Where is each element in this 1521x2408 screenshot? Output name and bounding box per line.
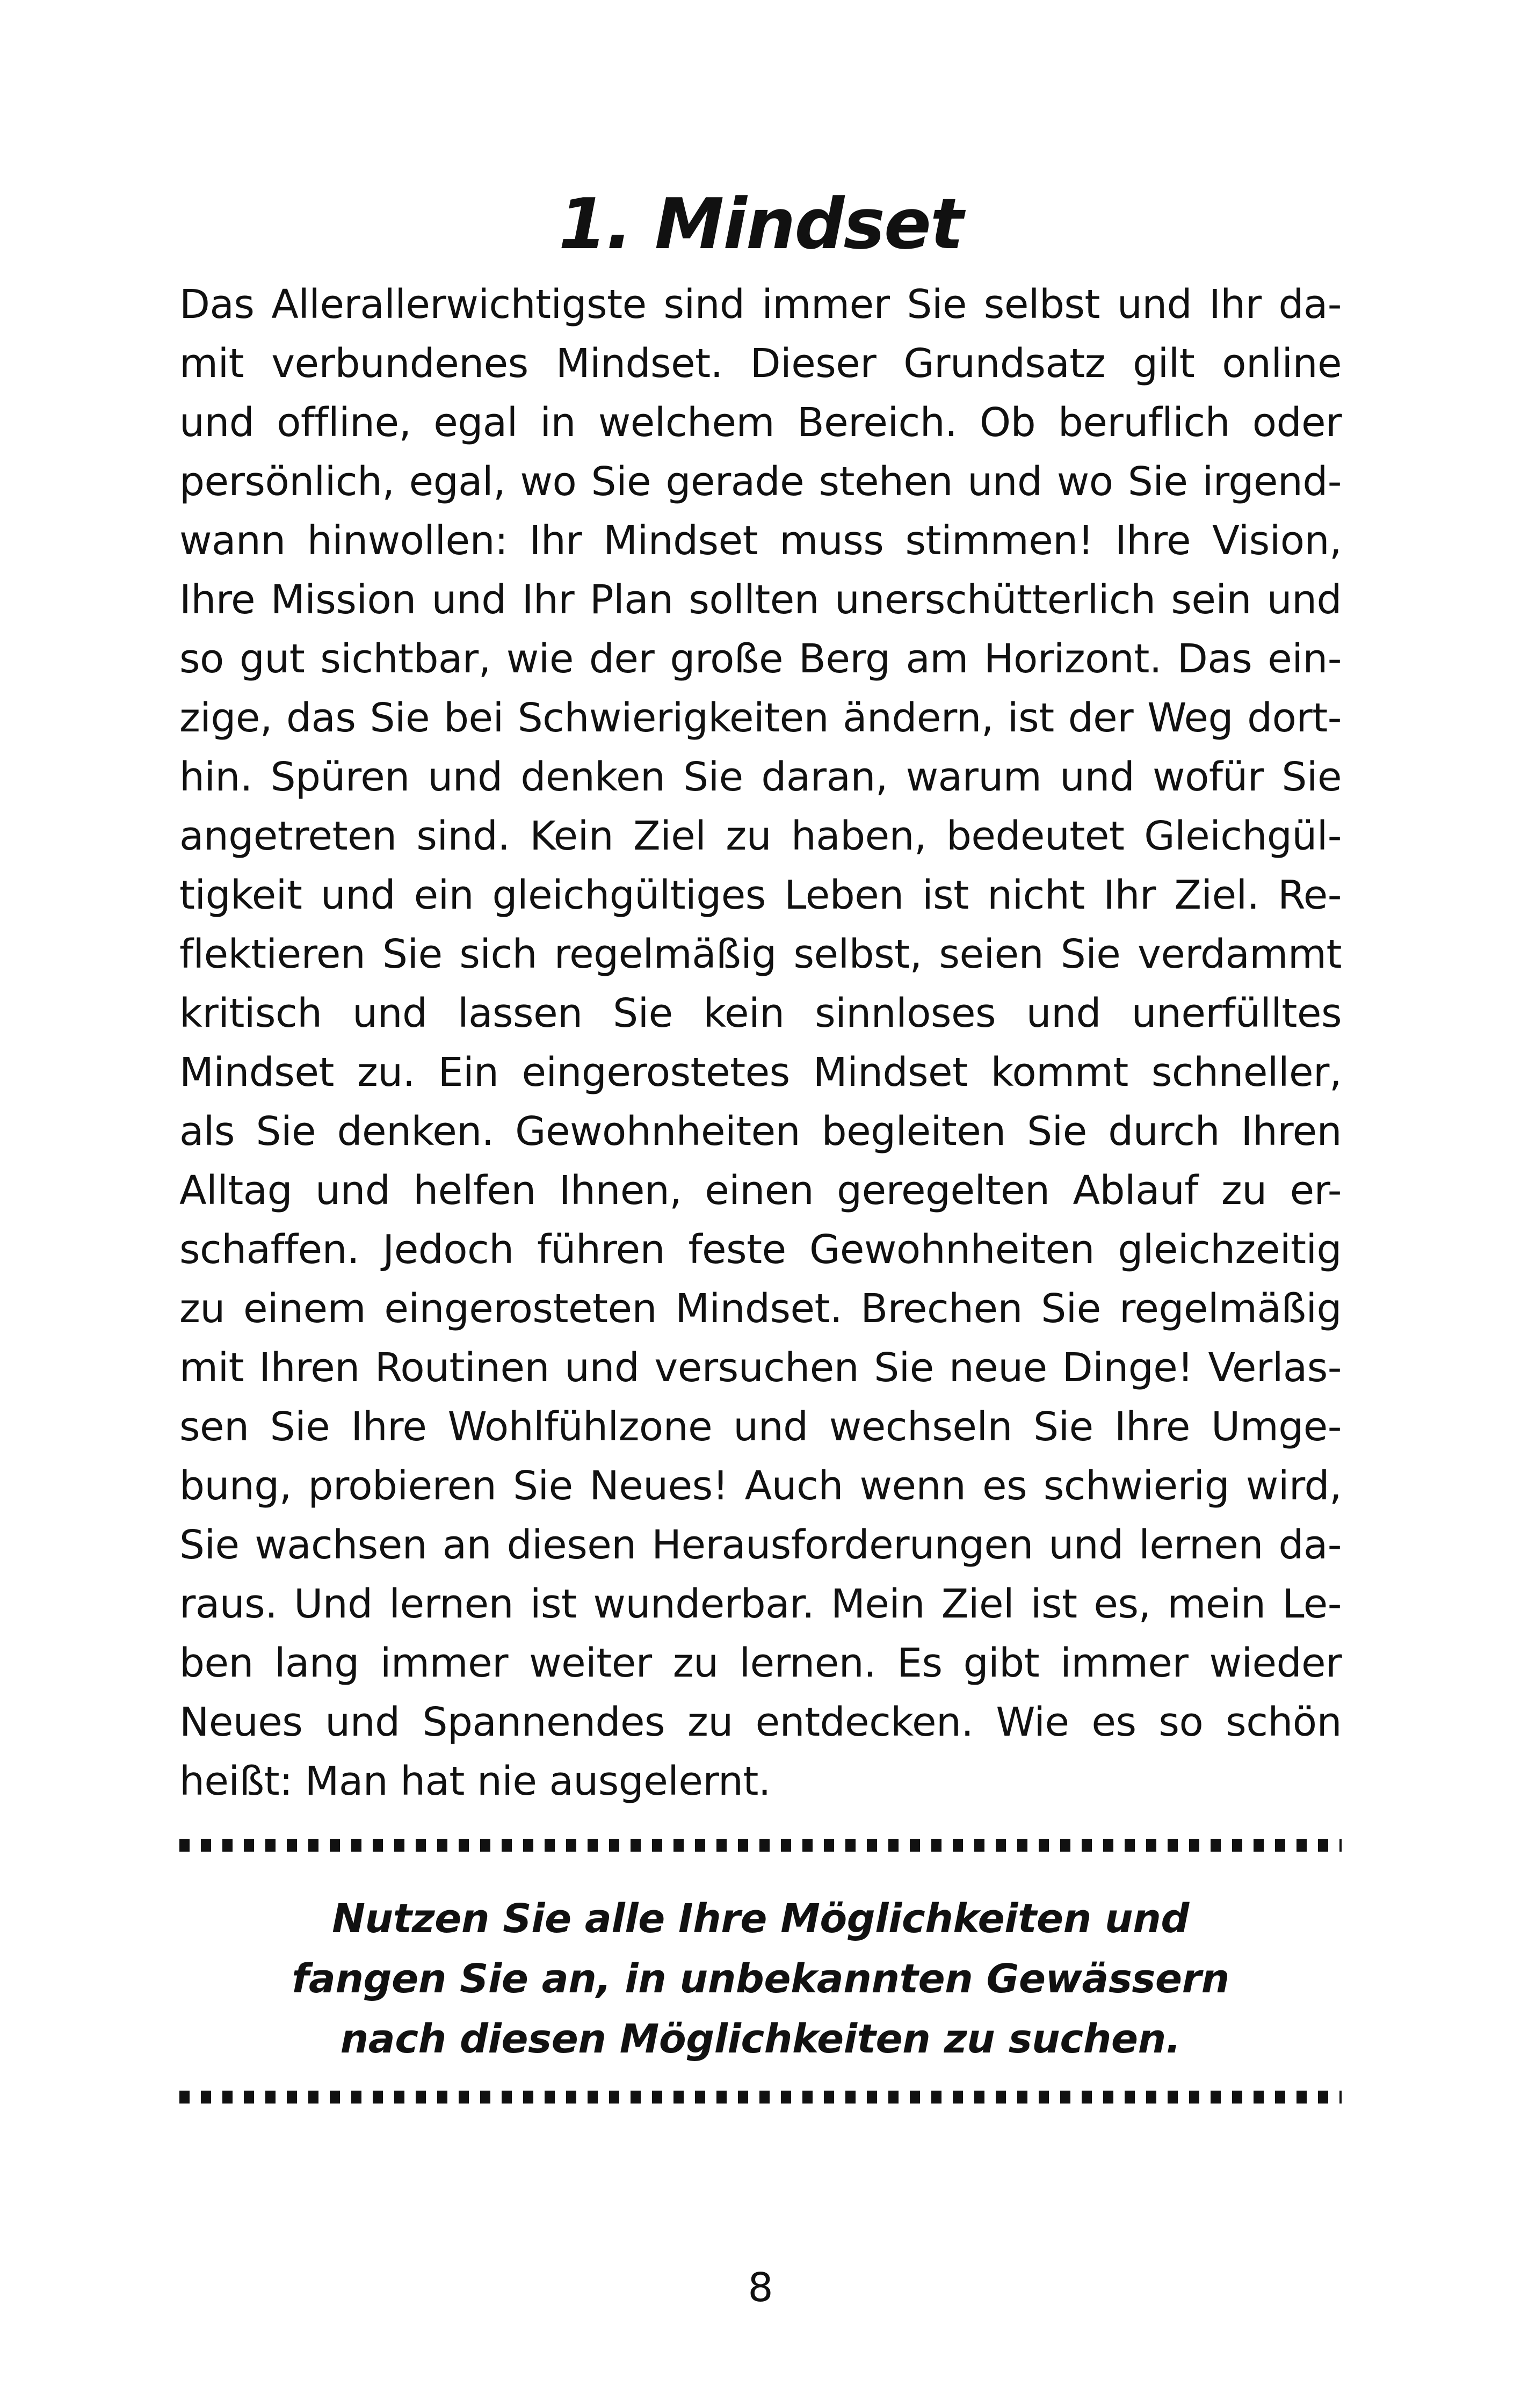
paragraph-line: ben lang immer weiter zu lernen. Es gibt immer wieder: [179, 1640, 1342, 1686]
quote-line: fangen Sie an, in unbekannten Gewässern: [292, 1956, 1229, 2002]
body-paragraph: [179, 275, 1342, 1811]
paragraph-line: bung, probieren Sie Neues! Auch wenn es schwierig wird,: [179, 1463, 1342, 1509]
paragraph-line: Sie wachsen an diesen Herausforderungen und lernen da-: [179, 1522, 1342, 1568]
paragraph-line: flektieren Sie sich regelmäßig selbst, seien Sie verdammt: [179, 931, 1342, 977]
paragraph-line: sen Sie Ihre Wohlfühlzone und wechseln Sie Ihre Umge-: [179, 1404, 1342, 1450]
dotted-divider-top: [179, 1839, 1342, 1852]
paragraph-line: Alltag und helfen Ihnen, einen geregelten Ablauf zu er-: [179, 1167, 1342, 1214]
paragraph-line: zu einem eingerosteten Mindset. Brechen Sie regelmäßig: [179, 1286, 1342, 1332]
paragraph-line: raus. Und lernen ist wunderbar. Mein Ziel ist es, mein Le-: [179, 1581, 1342, 1627]
paragraph-line: wann hinwollen: Ihr Mindset muss stimmen! Ihre Vision,: [179, 518, 1342, 564]
paragraph-line: persönlich, egal, wo Sie gerade stehen und wo Sie irgend-: [179, 459, 1342, 505]
pull-quote: [179, 1889, 1342, 2069]
paragraph-line: kritisch und lassen Sie kein sinnloses und unerfülltes: [179, 990, 1342, 1036]
paragraph-line: mit verbundenes Mindset. Dieser Grundsatz gilt online: [179, 340, 1342, 387]
paragraph-line: Mindset zu. Ein eingerostetes Mindset kommt schneller,: [179, 1049, 1342, 1096]
paragraph-line: angetreten sind. Kein Ziel zu haben, bedeutet Gleichgül-: [179, 813, 1342, 859]
paragraph-line: schaffen. Jedoch führen feste Gewohnheiten gleichzeitig: [179, 1227, 1342, 1273]
paragraph-line: mit Ihren Routinen und versuchen Sie neue Dinge! Verlas-: [179, 1345, 1342, 1391]
chapter-title: 1. Mindset: [558, 183, 963, 265]
paragraph-line: Das Allerallerwichtigste sind immer Sie selbst und Ihr da-: [179, 281, 1342, 328]
paragraph-line: und offline, egal in welchem Bereich. Ob beruflich oder: [179, 400, 1342, 446]
quote-line: Nutzen Sie alle Ihre Möglichkeiten und: [332, 1896, 1189, 1942]
dotted-divider-bottom: [179, 2091, 1342, 2104]
paragraph-line: als Sie denken. Gewohnheiten begleiten Sie durch Ihren: [179, 1108, 1342, 1155]
paragraph-line: zige, das Sie bei Schwierigkeiten ändern, ist der Weg dort-: [179, 695, 1342, 741]
paragraph-line: tigkeit und ein gleichgültiges Leben ist nicht Ihr Ziel. Re-: [179, 872, 1342, 918]
paragraph-line: so gut sichtbar, wie der große Berg am Horizont. Das ein-: [179, 636, 1342, 682]
paragraph-line: Ihre Mission und Ihr Plan sollten unerschütterlich sein und: [179, 577, 1342, 623]
page-number: 8: [748, 2265, 773, 2311]
quote-line: nach diesen Möglichkeiten zu suchen.: [340, 2016, 1181, 2062]
paragraph-line: hin. Spüren und denken Sie daran, warum und wofür Sie: [179, 754, 1342, 800]
paragraph-line: Neues und Spannendes zu entdecken. Wie es so schön: [179, 1699, 1342, 1745]
paragraph-line: heißt: Man hat nie ausgelernt.: [179, 1758, 771, 1804]
